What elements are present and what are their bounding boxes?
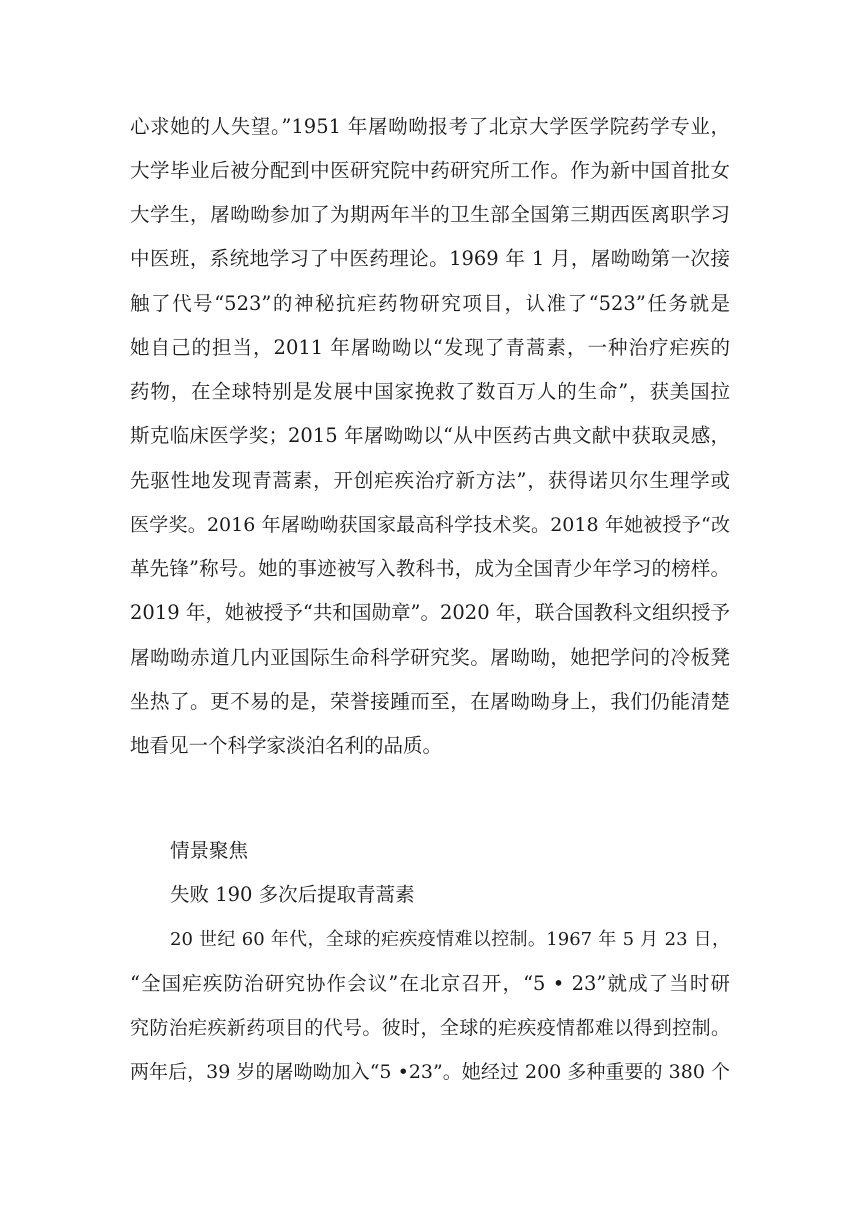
text-line: 大学毕业后被分配到中医研究院中药研究所工作。作为新中国首批女 <box>130 159 730 182</box>
text-line: 触了代号“523”的神秘抗疟药物研究项目，认准了“523”任务就是 <box>130 292 730 315</box>
text-line: “全国疟疾防治研究协作会议”在北京召开，“5 • 23”就成了当时研 <box>130 972 730 995</box>
text-line: 地看见一个科学家淡泊名利的品质。 <box>130 734 443 757</box>
text-line: 2019 年，她被授予“共和国勋章”。2020 年，联合国教科文组织授予 <box>130 601 730 624</box>
text-line: 两年后，39 岁的屠呦呦加入“5 •23”。她经过 200 多种重要的 380 个 <box>130 1061 730 1083</box>
text-line: 屠呦呦赤道几内亚国际生命科学研究奖。屠呦呦，她把学问的冷板凳 <box>130 646 730 669</box>
text-line: 20 世纪 60 年代，全球的疟疾疫情难以控制。1967 年 5 月 23 日， <box>170 929 730 950</box>
text-line: 斯克临床医学奖；2015 年屠呦呦以“从中医药古典文献中获取灵感， <box>130 424 730 447</box>
text-line: 药物，在全球特别是发展中国家挽救了数百万人的生命”，获美国拉 <box>130 380 730 403</box>
text-line: 革先锋”称号。她的事迹被写入教科书，成为全国青少年学习的榜样。 <box>130 557 730 580</box>
text-line: 先驱性地发现青蒿素，开创疟疾治疗新方法”，获得诺贝尔生理学或 <box>130 469 730 492</box>
text-line: 坐热了。更不易的是，荣誉接踵而至，在屠呦呦身上，我们仍能清楚 <box>130 690 730 713</box>
text-line: 大学生，屠呦呦参加了为期两年半的卫生部全国第三期西医离职学习 <box>130 203 730 226</box>
section-subtitle: 失败 190 多次后提取青蒿素 <box>170 883 415 906</box>
text-line: 中医班，系统地学习了中医药理论。1969 年 1 月，屠呦呦第一次接 <box>130 247 730 270</box>
text-line: 究防治疟疾新药项目的代号。彼时，全球的疟疾疫情都难以得到控制。 <box>130 1017 730 1039</box>
text-line: 她自己的担当，2011 年屠呦呦以“发现了青蒿素，一种治疗疟疾的 <box>130 336 730 359</box>
section-label: 情景聚焦 <box>170 839 249 862</box>
text-line: 心求她的人失望。”1951 年屠呦呦报考了北京大学医学院药学专业， <box>130 115 730 138</box>
text-line: 医学奖。2016 年屠呦呦获国家最高科学技术奖。2018 年她被授予“改 <box>130 514 730 536</box>
